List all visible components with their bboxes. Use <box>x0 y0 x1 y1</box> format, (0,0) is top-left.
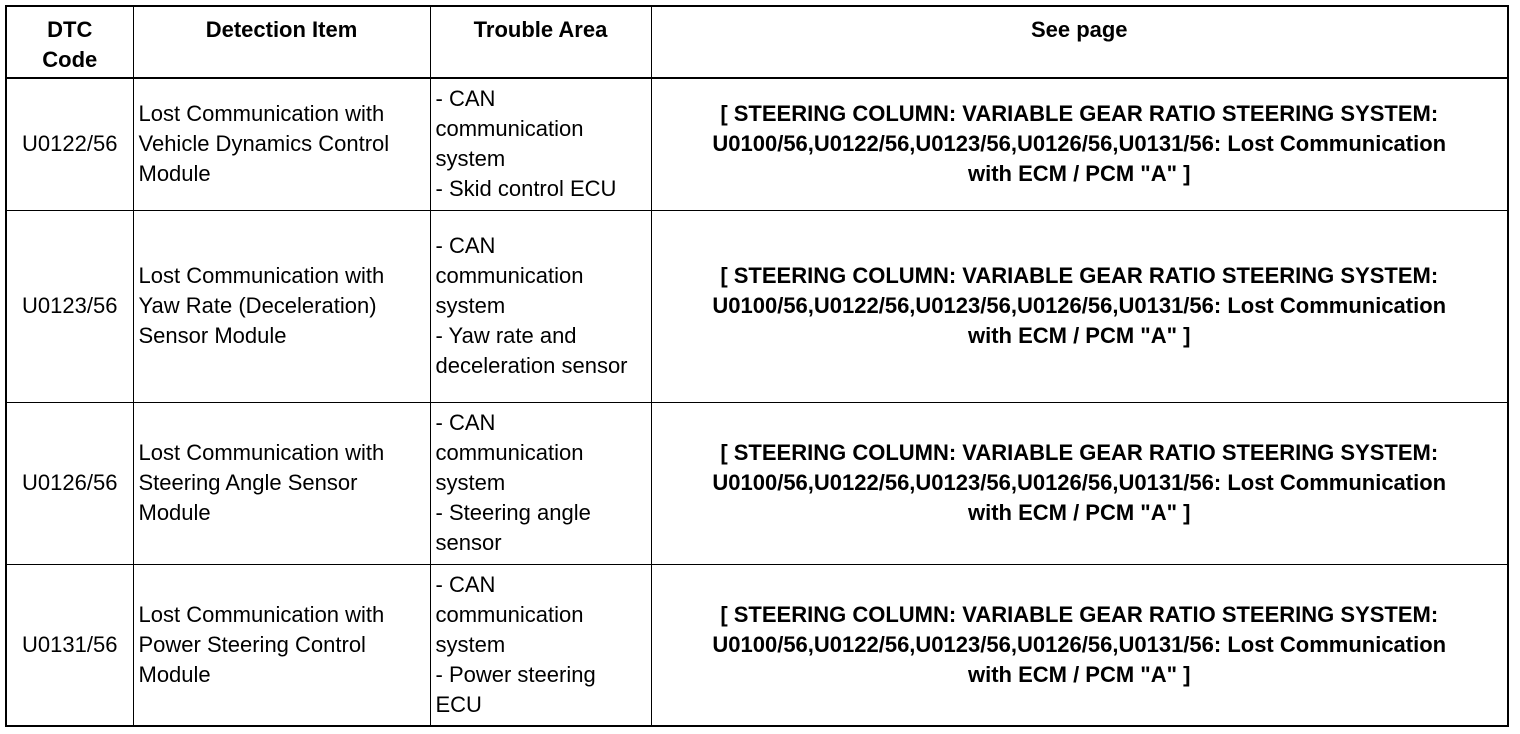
table-row <box>6 564 1508 726</box>
see-page-line: with ECM / PCM "A" ] <box>967 500 1191 525</box>
dtc-code-cell: U0122/56 <box>6 78 133 210</box>
dtc-table <box>5 5 1509 727</box>
see-page-link[interactable] <box>651 402 1508 564</box>
header-row <box>6 6 1508 78</box>
see-page-line: with ECM / PCM "A" ] <box>967 661 1191 687</box>
see-page-line: U0100/56,U0122/56,U0123/56,U0126/56,U0131/56: Lost Communication <box>712 131 1447 157</box>
see-page-line: U0100/56,U0122/56,U0123/56,U0126/56,U0131/56: Lost Communication <box>712 631 1447 657</box>
see-page-line: with ECM / PCM "A" ] <box>967 323 1191 348</box>
dtc-code-cell: U0131/56 <box>6 564 133 726</box>
dtc-code-cell: U0123/56 <box>6 210 133 402</box>
table-row <box>6 402 1508 564</box>
see-page-line: [ STEERING COLUMN: VARIABLE GEAR RATIO STEERING SYSTEM: <box>720 101 1439 127</box>
header-detection-item: Detection Item <box>133 6 430 78</box>
table-row <box>6 210 1508 402</box>
trouble-area-cell: - CAN communication system - Steering angle sensor <box>430 402 651 564</box>
see-page-line: U0100/56,U0122/56,U0123/56,U0126/56,U0131/56: Lost Communication <box>712 470 1447 495</box>
table-header <box>6 6 1508 78</box>
see-page-link[interactable] <box>651 564 1508 726</box>
header-see-page: See page <box>651 6 1508 78</box>
see-page-link[interactable] <box>651 210 1508 402</box>
see-page-line: U0100/56,U0122/56,U0123/56,U0126/56,U0131/56: Lost Communication <box>712 293 1447 318</box>
see-page-line: [ STEERING COLUMN: VARIABLE GEAR RATIO STEERING SYSTEM: <box>720 440 1439 465</box>
table-body <box>6 78 1508 726</box>
detection-item-cell: Lost Communication with Steering Angle Sensor Module <box>133 402 430 564</box>
see-page-line: [ STEERING COLUMN: VARIABLE GEAR RATIO STEERING SYSTEM: <box>720 263 1439 288</box>
detection-item-cell: Lost Communication with Vehicle Dynamics Control Module <box>133 78 430 210</box>
see-page-line: [ STEERING COLUMN: VARIABLE GEAR RATIO STEERING SYSTEM: <box>720 601 1439 627</box>
table-row <box>6 78 1508 210</box>
trouble-area-cell: - CAN communication system - Power steering ECU <box>430 564 651 726</box>
trouble-area-cell: - CAN communication system - Skid control ECU <box>430 78 651 210</box>
header-dtc-code-line1: DTC <box>47 17 93 42</box>
see-page-link[interactable] <box>651 78 1508 210</box>
trouble-area-cell: - CAN communication system - Yaw rate and deceleration sensor <box>430 210 651 402</box>
header-trouble-area: Trouble Area <box>430 6 651 78</box>
header-dtc-code-line2: Code <box>42 47 98 72</box>
see-page-line: with ECM / PCM "A" ] <box>967 161 1191 187</box>
detection-item-cell: Lost Communication with Yaw Rate (Deceleration) Sensor Module <box>133 210 430 402</box>
dtc-code-cell: U0126/56 <box>6 402 133 564</box>
header-dtc-code <box>6 6 133 78</box>
detection-item-cell: Lost Communication with Power Steering Control Module <box>133 564 430 726</box>
